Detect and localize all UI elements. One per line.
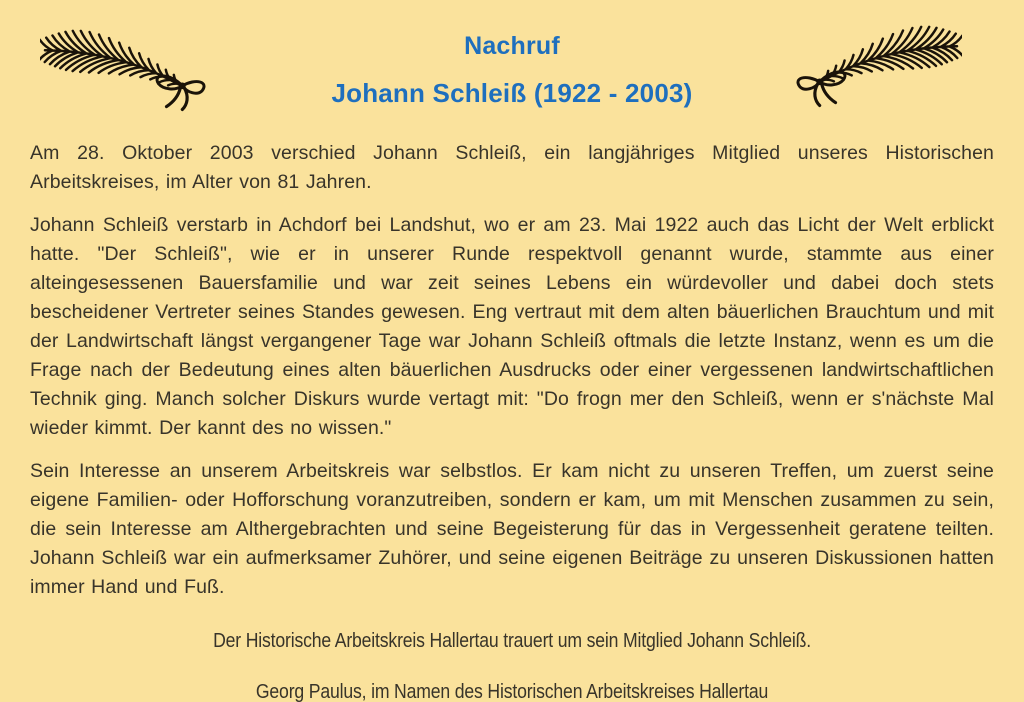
- obituary-body: [30, 139, 994, 702]
- page-subtitle: Johann Schleiß (1922 - 2003): [331, 78, 693, 108]
- obituary-paragraph: Am 28. Oktober 2003 verschied Johann Schleiß, ein langjähriges Mitglied unseres Historischen Arbeitskreises, im Alter von 81 Jahren.: [30, 142, 994, 193]
- laurel-branch-svg: [792, 22, 962, 112]
- closing-line-signature: Georg Paulus, im Namen des Historischen Arbeitskreises Hallertau: [255, 680, 769, 702]
- closing-line-tribute: Der Historische Arbeitskreis Hallertau trauert um sein Mitglied Johann Schleiß.: [213, 629, 811, 652]
- laurel-branch-svg: [40, 26, 210, 116]
- page-title: Nachruf: [464, 32, 560, 60]
- laurel-branch-icon: [40, 26, 210, 116]
- obituary-paragraph: Johann Schleiß verstarb in Achdorf bei Landshut, wo er am 23. Mai 1922 auch das Licht der Welt erblickt hatte. "Der Schleiß", wie er in unserer Runde respektvoll genannt wurde, stammte aus einer alteingesessenen Bauersfamilie und war zeit seines Lebens ein würdevoller und dabei doch stets bescheidener Vertreter seines Standes gewesen. Eng vertraut mit dem alten bäuerlichen Brauchtum und mit der Landwirtschaft längst vergangener Tage war Johann Schleiß oftmals die letzte Instanz, wenn es um die Frage nach der Bedeutung eines alten bäuerlichen Ausdrucks oder einer vergessenen landwirtschaftlichen Technik ging. Manch solcher Diskurs wurde vertagt mit: "Do frogn mer den Schleiß, wenn er s'nächste Mal wieder kimmt. Der kannt des no wissen.": [30, 214, 994, 439]
- obituary-paragraph: Sein Interesse an unserem Arbeitskreis war selbstlos. Er kam nicht zu unseren Treffen, um zuerst seine eigene Familien- oder Hofforschung voranzutreiben, sondern er kam, um mit Menschen zusammen zu sein, die sein Interesse am Althergebrachten und seine Begeisterung für das in Vergessenheit geratene teilten. Johann Schleiß war ein aufmerksamer Zuhörer, und seine eigenen Beiträge zu unseren Diskussionen hatten immer Hand und Fuß.: [30, 460, 994, 598]
- laurel-branch-icon-mirrored: [792, 22, 962, 112]
